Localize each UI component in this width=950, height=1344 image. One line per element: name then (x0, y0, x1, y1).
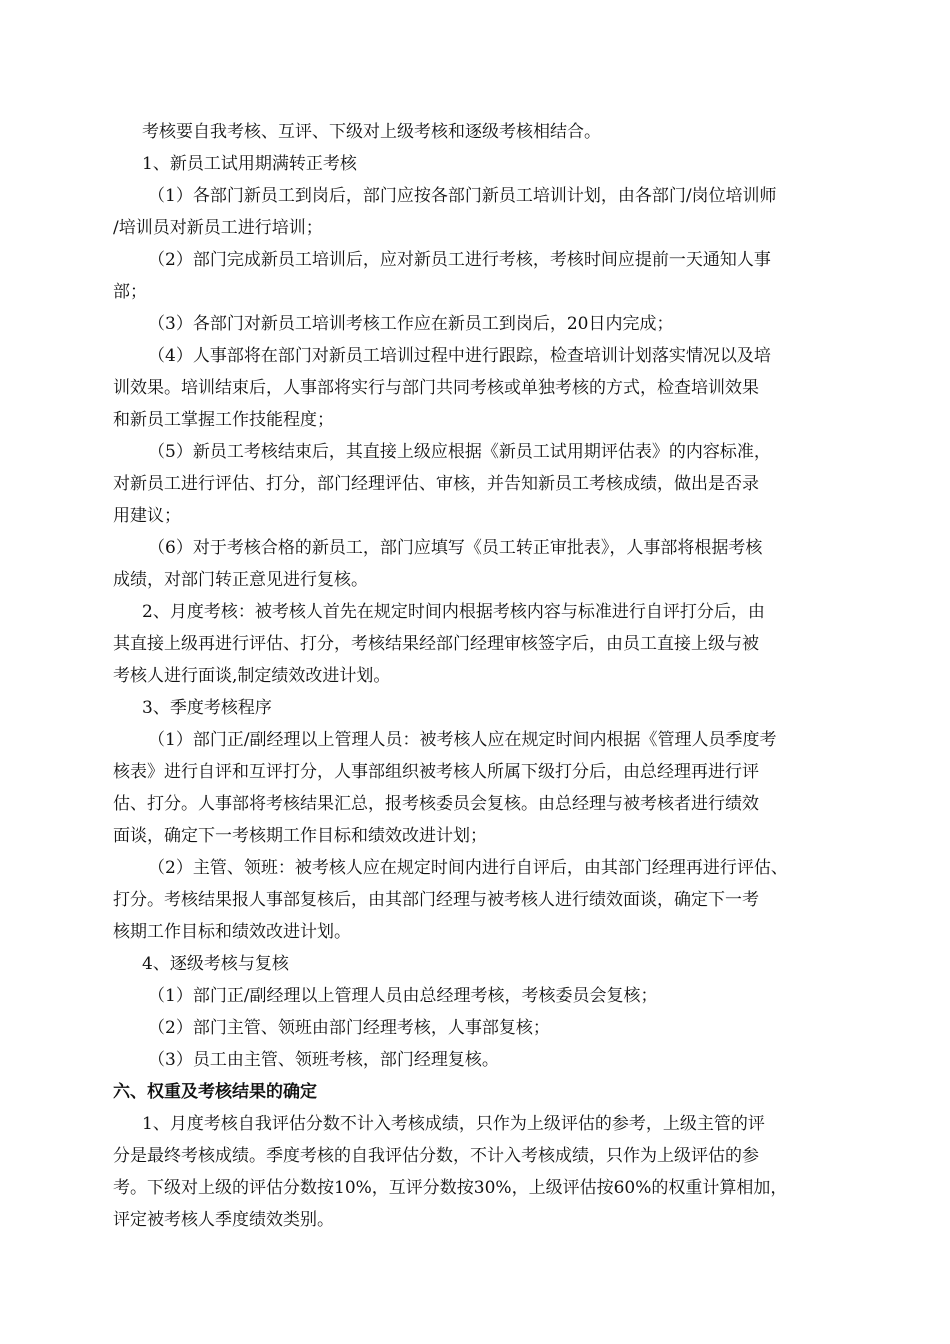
paragraph-line: （2）部门完成新员工培训后，应对新员工进行考核，考核时间应提前一天通知人事 (148, 250, 771, 270)
paragraph-line: （2）主管、领班：被考核人应在规定时间内进行自评后，由其部门经理再进行评估、 (148, 858, 788, 878)
paragraph-line: （1）各部门新员工到岗后，部门应按各部门新员工培训计划，由各部门/岗位培训师 (148, 186, 777, 206)
paragraph-line: 成绩，对部门转正意见进行复核。 (113, 570, 368, 590)
section-1-title: 1、新员工试用期满转正考核 (142, 154, 357, 174)
section-2-text: 2、月度考核：被考核人首先在规定时间内根据考核内容与标准进行自评打分后，由 (142, 602, 765, 622)
paragraph-line: 核表》进行自评和互评打分，人事部组织被考核人所属下级打分后，由总经理再进行评 (113, 762, 759, 782)
paragraph-line: 分是最终考核成绩。季度考核的自我评估分数，不计入考核成绩，只作为上级评估的参 (113, 1146, 759, 1166)
section-3-title: 3、季度考核程序 (142, 698, 272, 718)
paragraph-line: 考核要自我考核、互评、下级对上级考核和逐级考核相结合。 (142, 122, 601, 142)
paragraph-line: 估、打分。人事部将考核结果汇总，报考核委员会复核。由总经理与被考核者进行绩效 (113, 794, 759, 814)
paragraph-line: 考核人进行面谈,制定绩效改进计划。 (113, 666, 391, 686)
paragraph-line: 考。下级对上级的评估分数按10%，互评分数按30%，上级评估按60%的权重计算相加， (113, 1178, 788, 1198)
paragraph-line: （5）新员工考核结束后，其直接上级应根据《新员工试用期评估表》的内容标准， (148, 442, 771, 462)
paragraph-line: 面谈，确定下一考核期工作目标和绩效改进计划； (113, 826, 487, 846)
paragraph-line: 打分。考核结果报人事部复核后，由其部门经理与被考核人进行绩效面谈，确定下一考 (113, 890, 759, 910)
paragraph-line: （3）各部门对新员工培训考核工作应在新员工到岗后，20日内完成； (148, 314, 674, 334)
paragraph-line: （2）部门主管、领班由部门经理考核，人事部复核； (148, 1018, 550, 1038)
paragraph-line: 用建议； (113, 506, 181, 526)
paragraph-line: （1）部门正/副经理以上管理人员：被考核人应在规定时间内根据《管理人员季度考 (148, 730, 777, 750)
paragraph-line: （1）部门正/副经理以上管理人员由总经理考核，考核委员会复核； (148, 986, 658, 1006)
paragraph-line: 评定被考核人季度绩效类别。 (113, 1210, 334, 1230)
paragraph-line: /培训员对新员工进行培训； (113, 218, 323, 238)
paragraph-line: （4）人事部将在部门对新员工培训过程中进行跟踪，检查培训计划落实情况以及培 (148, 346, 771, 366)
paragraph-line: 和新员工掌握工作技能程度； (113, 410, 334, 430)
paragraph-line: 1、月度考核自我评估分数不计入考核成绩，只作为上级评估的参考，上级主管的评 (142, 1114, 765, 1134)
paragraph-line: 对新员工进行评估、打分，部门经理评估、审核，并告知新员工考核成绩，做出是否录 (113, 474, 759, 494)
paragraph-line: 其直接上级再进行评估、打分，考核结果经部门经理审核签字后，由员工直接上级与被 (113, 634, 759, 654)
document-body (113, 116, 865, 1236)
paragraph-line: 训效果。培训结束后，人事部将实行与部门共同考核或单独考核的方式，检查培训效果 (113, 378, 759, 398)
paragraph-line: （6）对于考核合格的新员工，部门应填写《员工转正审批表》，人事部将根据考核 (148, 538, 763, 558)
section-heading: 六、权重及考核结果的确定 (113, 1082, 317, 1102)
section-4-title: 4、逐级考核与复核 (142, 954, 289, 974)
paragraph-line: 部； (113, 282, 147, 302)
paragraph-line: （3）员工由主管、领班考核，部门经理复核。 (148, 1050, 499, 1070)
paragraph-line: 核期工作目标和绩效改进计划。 (113, 922, 351, 942)
